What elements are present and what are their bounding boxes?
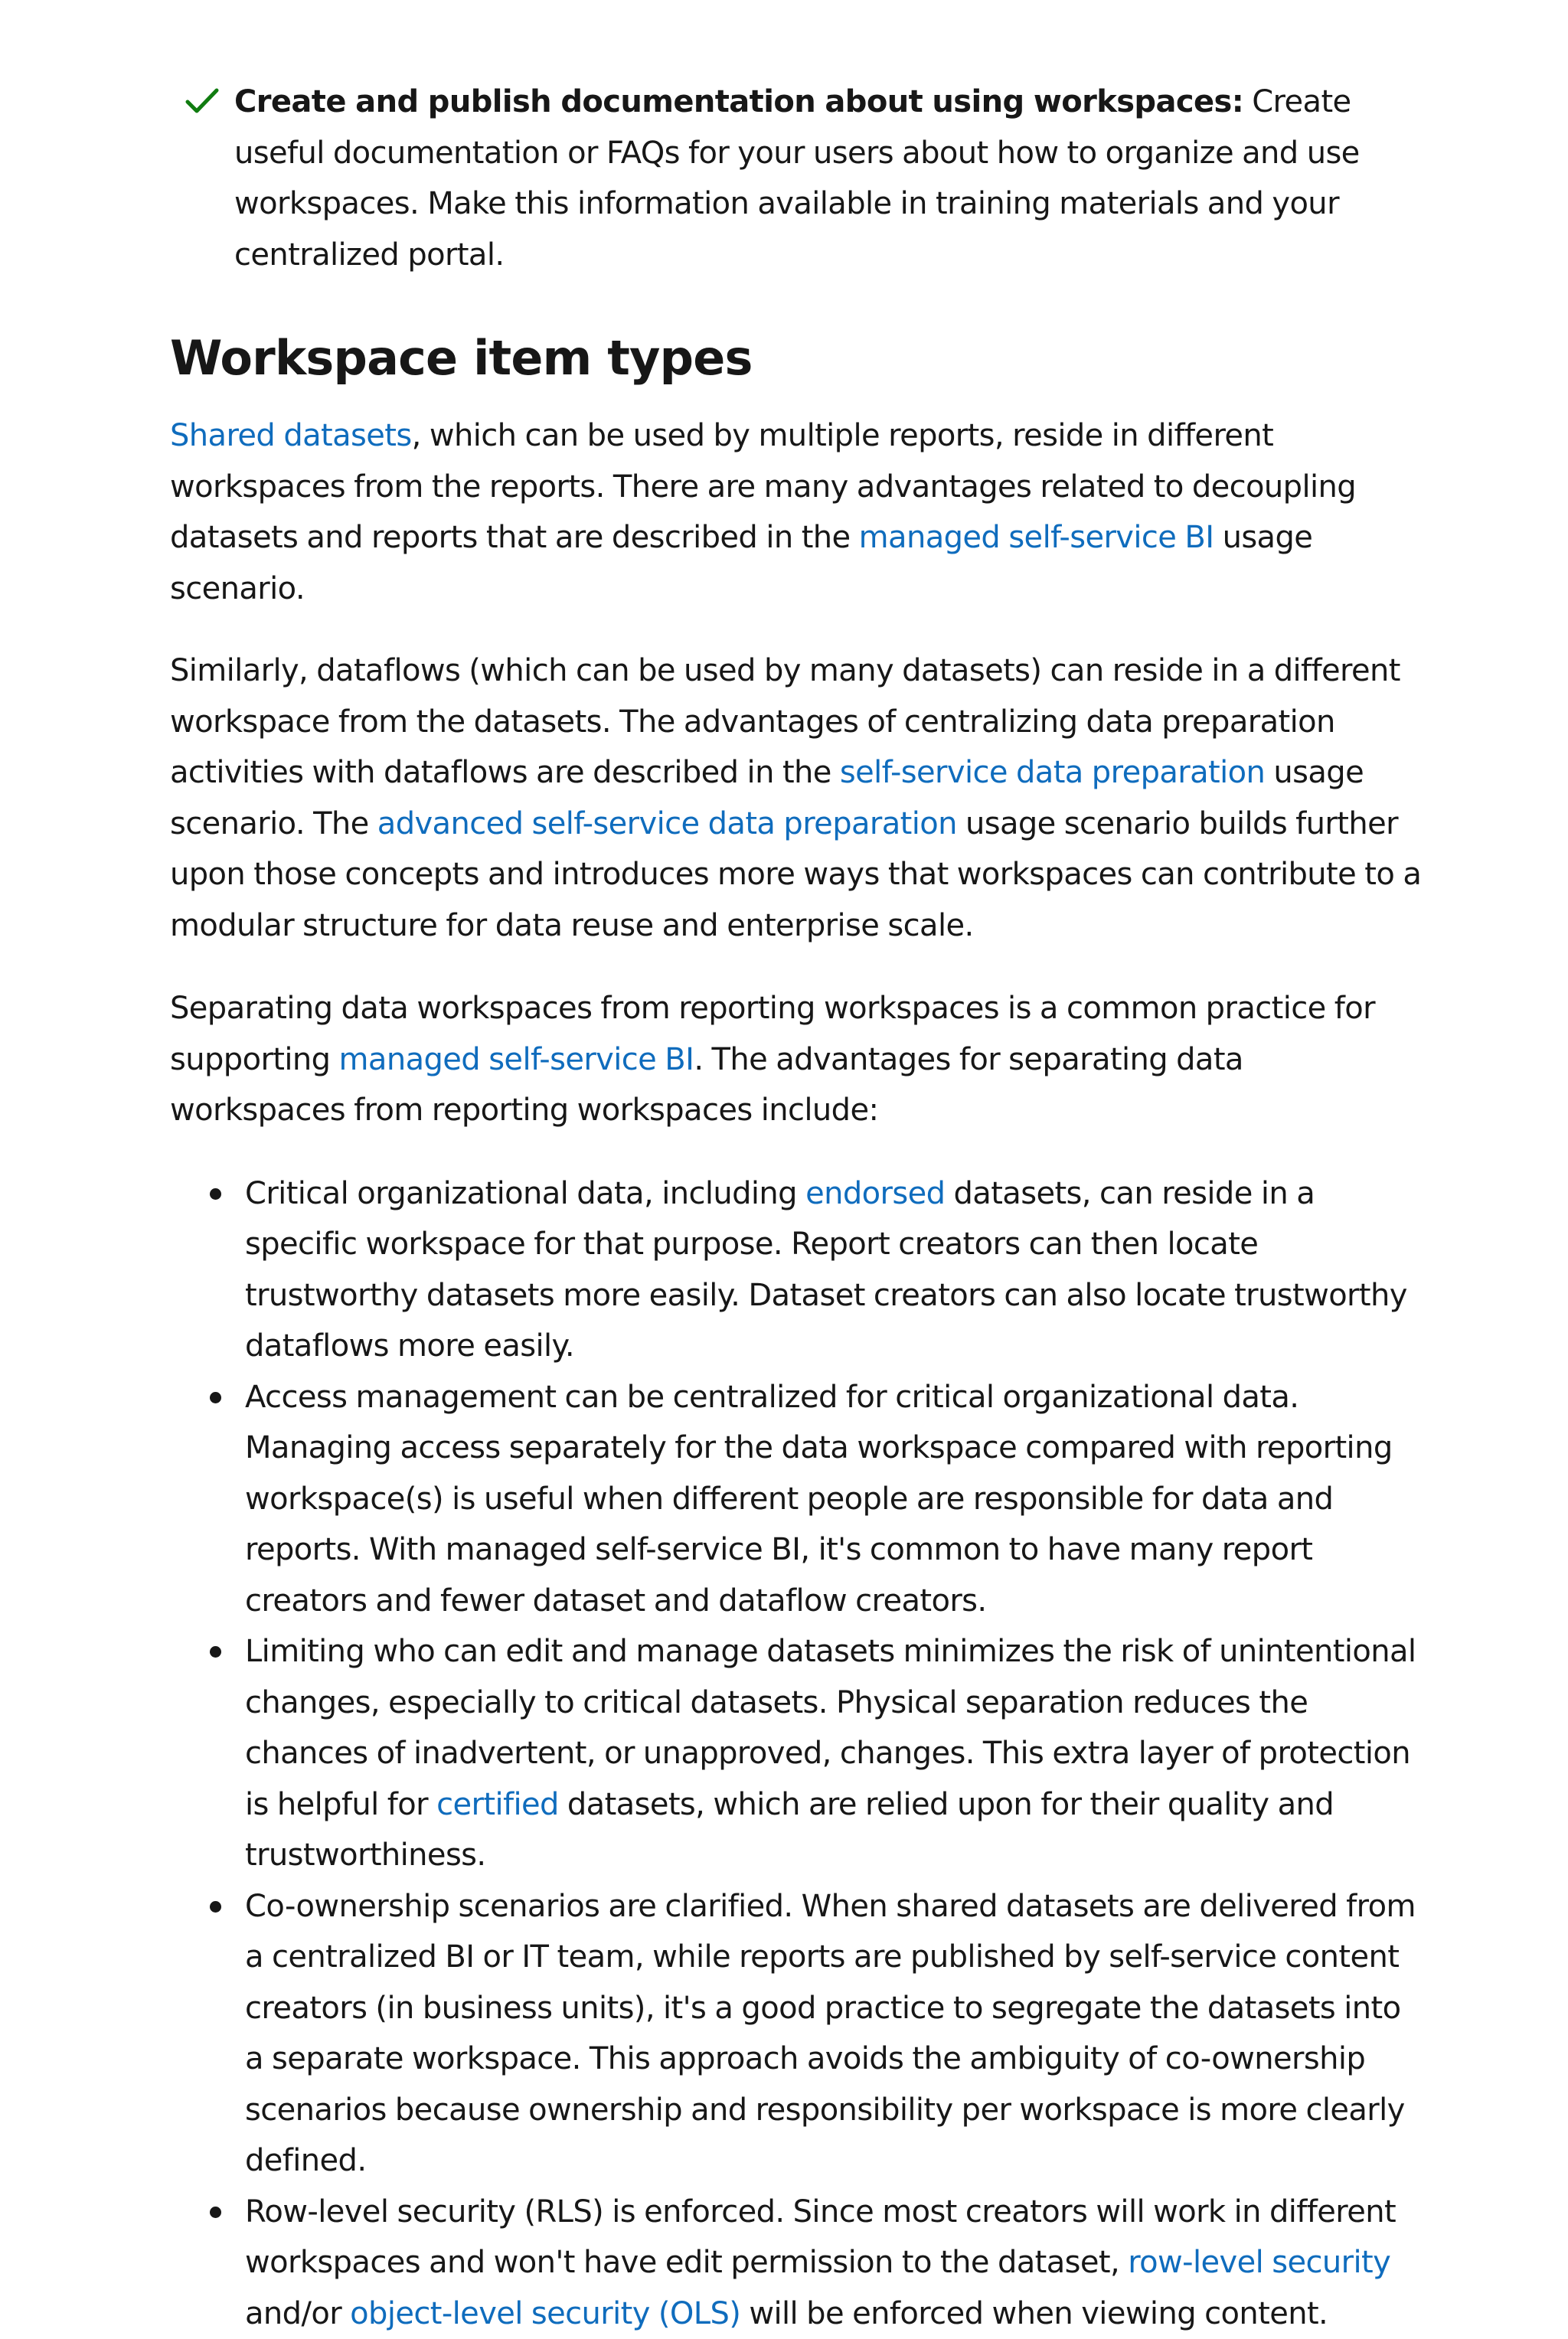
list-item (245, 2187, 1426, 2339)
list-item-text: datasets, which are relied upon for their quality and trustworthiness. (245, 1787, 1334, 1873)
list-item-text: will be enforced when viewing content. (740, 2296, 1328, 2331)
bullet-dot (210, 2207, 221, 2218)
managed-self-service-bi-link[interactable]: managed self-service BI (859, 520, 1214, 555)
paragraph-text: Similarly, dataflows (which can be used by many datasets) can reside in a different workspace from the datasets. The advantages of centralizing data preparation activities with dataflows are described in the (170, 653, 1400, 790)
advantages-list (170, 1168, 1426, 2339)
bullet-dot (210, 1646, 221, 1658)
list-item-text: Co-ownership scenarios are clarified. When shared datasets are delivered from a centralized BI or IT team, while reports are published by self-service content creators (in business units), it's a good practice to segregate the datasets into a separate workspace. This approach avoids the ambiguity of co-ownership scenarios because ownership and responsibility per workspace is more clearly defined. (245, 1889, 1416, 2179)
paragraph-text: . The advantages for separating data workspaces from reporting workspaces include: (170, 1042, 1243, 1129)
shared-datasets-link[interactable]: Shared datasets (170, 418, 412, 453)
endorsed-link[interactable]: endorsed (805, 1176, 945, 1211)
checkmark-icon (185, 86, 219, 116)
paragraph-text: usage scenario builds further upon those concepts and introduces more ways that workspaces can contribute to a modular structure for data reuse and enterprise scale. (170, 806, 1421, 943)
list-item-text: Access management can be centralized for critical organizational data. Managing access separately for the data workspace compared with reporting workspace(s) is useful when different people are responsible for data and reports. With managed self-service BI, it's common to have many report creators and fewer dataset and dataflow creators. (245, 1380, 1393, 1619)
list-item (245, 1626, 1426, 1881)
list-item-text: Row-level security (RLS) is enforced. Since most creators will work in different workspaces and won't have edit permission to the dataset, (245, 2194, 1396, 2281)
paragraph-text: Separating data workspaces from reporting workspaces is a common practice for supporting (170, 991, 1375, 1077)
paragraph-text: usage scenario. (170, 520, 1312, 606)
bullet-dot (210, 1392, 221, 1403)
list-item-text: datasets, can reside in a specific workspace for that purpose. Report creators can then locate trustworthy datasets more easily. Dataset creators can also locate trustworthy dataflows more easily. (245, 1176, 1407, 1364)
list-item-text: Limiting who can edit and manage datasets minimizes the risk of unintentional changes, especially to critical datasets. Physical separation reduces the chances of inadvertent, or unapproved, changes. This extra layer of protection is helpful for (245, 1634, 1416, 1822)
list-item (245, 1372, 1426, 1627)
section-heading: Workspace item types (170, 328, 1426, 389)
paragraph-shared-datasets (170, 410, 1426, 614)
object-level-security-link[interactable]: object-level security (OLS) (350, 2296, 740, 2331)
checklist-item (170, 77, 1426, 280)
list-item-text: and/or (245, 2296, 350, 2331)
bullet-dot (210, 1901, 221, 1913)
managed-self-service-bi-link-2[interactable]: managed self-service BI (339, 1042, 694, 1077)
row-level-security-link[interactable]: row-level security (1128, 2245, 1390, 2280)
checklist-text: Create useful documentation or FAQs for your users about how to organize and use workspaces. Make this information available in training materials and your centralized portal. (234, 84, 1360, 273)
paragraph-dataflows (170, 645, 1426, 951)
bullet-dot (210, 1188, 221, 1200)
list-item (245, 1881, 1426, 2187)
certified-link[interactable]: certified (436, 1787, 559, 1822)
paragraph-text: , which can be used by multiple reports, reside in different workspaces from the reports. There are many advantages related to decoupling datasets and reports that are described in the (170, 418, 1356, 555)
self-service-data-preparation-link[interactable]: self-service data preparation (840, 755, 1265, 790)
checklist-title: Create and publish documentation about using workspaces: (234, 84, 1243, 119)
paragraph-separating-workspaces (170, 983, 1426, 1136)
paragraph-text: usage scenario. The (170, 755, 1364, 841)
list-item (245, 1168, 1426, 1372)
list-item-text: Critical organizational data, including (245, 1176, 805, 1211)
article-content (170, 77, 1426, 2339)
advanced-self-service-data-preparation-link[interactable]: advanced self-service data preparation (377, 806, 957, 841)
